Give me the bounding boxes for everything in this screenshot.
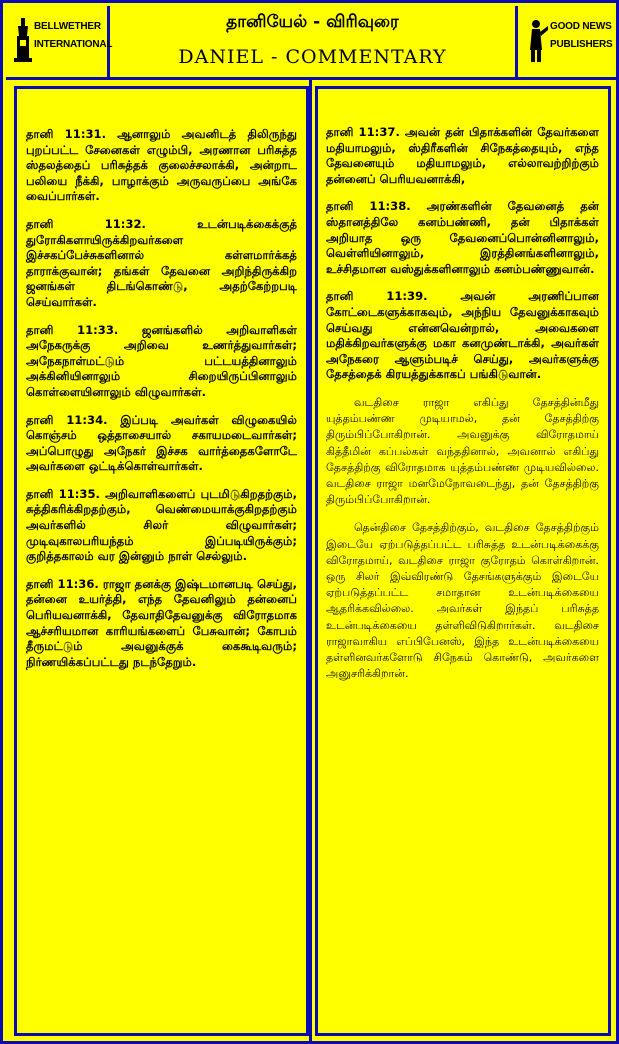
herald-icon <box>524 16 548 66</box>
commentary-paragraph: வடதிசை ராஜா எகிப்து தேசத்தின்மீது யுத்தம்பண்ண முடியாமல், தன் தேசத்திற்கு திரும்பிப்போகிறான். அவனுக்கு விரோதமாய் கித்தீமின் கப்பல்கள் வந்ததினால், அவனால் எகிப்து தேசத்திற்கு விரோதமாக யுத்தம்பண்ண முடியவில்லை. வடதிசை ராஜா மனமேநோவடைந்து, தன் தேசத்திற்கு திரும்பிப்போகிறான். <box>326 395 599 507</box>
page-title-tamil: தானியேல் - விரிவுரை <box>226 12 399 32</box>
verse-11-34: தானி 11:34. இப்படி அவர்கள் விழுகையில் கொஞ்சம் ஒத்தாசையால் சகாயமடைவார்கள்; அப்பொழுது அநேகர் இச்சக வார்த்தைகளோடே அவர்களை ஒட்டிக்கொள்வார்கள். <box>26 412 297 474</box>
good-news-logo <box>515 6 619 77</box>
verse-11-35: தானி 11:35. அறிவாளிகளைப் புடமிடுகிறதற்கும், சுத்திகரிக்கிறதற்கும், வெண்மையாக்குகிறதற்கும் அவர்களில் சிலர் விழுவார்கள்; முடிவுகாலபரியந்தம் இப்படியிருக்கும்; குறித்தகாலம் வர இன்னும் நாள் செல்லும். <box>26 486 297 564</box>
commentary-paragraph: தென்திசை தேசத்திற்கும், வடதிசை தேசத்திற்கும் இடையே ஏற்படுத்தப்பட்ட பரிசுத்த உடன்படிக்கைக்கு விரோதமாய், வடதிசை ராஜா குரோதம் கொள்கிறான். ஒரு சிலர் இவ்விரண்டு தேசங்களுக்கும் இடையே ஏற்படுத்தப்பட்ட சமாதான உடன்படிக்கையை ஆதரிக்கவில்லை. அவர்கள் இந்தப் பரிசுத்த உடன்படிக்கையை தள்ளிவிடுகிறார்கள். வடதிசை ராஜாவாகிய எப்பிபேனஸ், இந்த உடன்படிக்கையை தள்ளினவர்களோடு சிநேகம் கொண்டு, அவர்களை அனுசரிக்கிறான். <box>326 521 599 681</box>
left-column-box <box>14 86 309 1036</box>
verse-11-38: தானி 11:38. அரண்களின் தேவனைத் தன் ஸ்தானத்திலே கனம்பண்ணி, தன் பிதாக்கள் அறியாத ஒரு தேவனைப்பொன்னினாலும், வெள்ளியினாலும், இரத்தினங்களினாலும், உச்சிதமான வஸ்துக்களினாலும் கனம்பண்ணுவான். <box>326 199 599 276</box>
right-column-box <box>315 86 611 1036</box>
page-title-english: DANIEL - COMMENTARY <box>178 46 447 68</box>
page-header <box>6 6 619 80</box>
verse-11-39: தானி 11:39. அவன் அரணிப்பான கோட்டைகளுக்காகவும், அந்நிய தேவனுக்காகவும் செய்வது என்னவென்றால், அவைகளை மதிக்கிறவர்களுக்கு மகா கனமுண்டாக்கி, அவர்கள் அநேகரை ஆளும்படிச் செய்து, அவர்களுக்கு தேசத்தைக் கிரயத்துக்காகப் பங்கிடுவான். <box>326 289 599 382</box>
logo-line-1: BELLWETHER <box>34 21 101 32</box>
logo-line-2: INTERNATIONAL <box>34 39 113 50</box>
verse-11-31: தானி 11:31. ஆனாலும் அவனிடத் திலிருந்து புறப்பட்ட சேனைகள் எழும்பி, அரணான பரிசுத்த ஸ்தலத்தைப் பரிசுத்தக் குலைச்சலாக்கி, அன்றாட பலியை நீக்கி, பாழாக்கும் அருவருப்பை அங்கே வைப்பார்கள். <box>26 127 297 204</box>
bell-tower-icon <box>12 16 34 66</box>
verse-11-33: தானி 11:33. ஜனங்களில் அறிவாளிகள் அநேகருக்கு அறிவை உணர்த்துவார்கள்; அநேகநாள்மட்டும் பட்டயத்தினாலும் அக்கினியினாலும் சிறையிருப்பினாலும் கொள்ளையினாலும் விழுவார்கள். <box>26 322 297 399</box>
verse-11-36: தானி 11:36. ராஜா தனக்கு இஷ்டமானபடி செய்து, தன்னை உயர்த்தி, எந்த தேவனிலும் தன்னைப் பெரியவனாக்கி, தேவாதிதேவனுக்கு விரோதமாக ஆச்சரியமான காரியங்களைப் பேசுவான்; கோபம் தீருமட்டும் அவனுக்குக் கைகூடிவரும்; நிர்ணயிக்கப்பட்டது நடந்தேறும். <box>26 576 297 669</box>
verse-11-37: தானி 11:37. அவன் தன் பிதாக்களின் தேவர்களை மதியாமலும், ஸ்திரீகளின் சிநேகத்தையும், எந்த தேவனையும் மதியாமலும், எல்லாவற்றிற்கும் தன்னைப் பெரியவனாக்கி, <box>326 125 599 186</box>
bellwether-logo <box>6 6 113 77</box>
left-column <box>6 80 312 1044</box>
right-column <box>312 80 619 1044</box>
title-block <box>110 6 515 77</box>
body-area <box>6 80 619 1044</box>
verse-11-32: தானி 11:32. உடன்படிக்கைக்குத் துரோகிகளாயிருக்கிறவர்களை இச்சகப்பேச்சுகளினால் கள்ளமார்க்கத் தாராக்குவான்; தங்கள் தேவனை அறிந்திருக்கிற ஜனங்கள் திடங்கொண்டு, அதற்கேற்றபடி செய்வார்கள். <box>26 216 297 309</box>
logo-line-2: PUBLISHERS <box>550 39 613 50</box>
logo-line-1: GOOD NEWS <box>550 21 612 32</box>
